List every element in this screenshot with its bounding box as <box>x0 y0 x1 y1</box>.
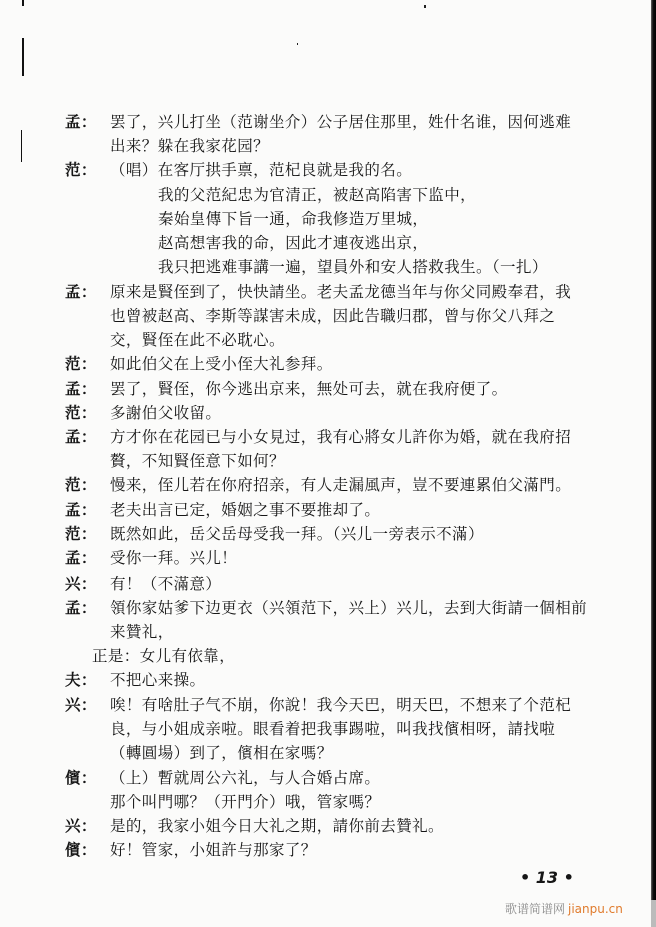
dialogue-text: （轉圓場）到了，儐相在家嗎？ <box>110 744 333 762</box>
speaker-label: 孟： <box>65 598 97 617</box>
speaker-label: 兴： <box>65 695 97 714</box>
dialogue-text: 受你一拜。兴儿！ <box>110 549 238 567</box>
dialogue-text: 罢了，賢侄，你今逃出京来，無处可去，就在我府便了。 <box>110 380 508 398</box>
dialogue-text: 是的，我家小姐今日大礼之期，請你前去贊礼。 <box>110 817 444 835</box>
dialogue-text: 来贊礼， <box>110 623 174 641</box>
dialogue-text: 慢来，侄儿若在你府招亲，有人走漏風声，豈不要連累伯父滿門。 <box>110 476 572 494</box>
dialogue-text: 原来是賢侄到了，快快請坐。老夫孟龙德当年与你父同殿奉君，我 <box>110 283 572 301</box>
scan-speck <box>424 5 426 8</box>
margin-mark-upper <box>22 38 24 76</box>
dialogue-text: 有！（不滿意） <box>110 575 222 593</box>
dialogue-text: 交，賢侄在此不必耽心。 <box>110 331 285 349</box>
speaker-label: 孟： <box>65 427 97 446</box>
speaker-label: 孟： <box>65 379 97 398</box>
speaker-label: 范： <box>65 475 97 494</box>
speaker-label: 孟： <box>65 500 97 519</box>
dialogue-text: 良，与小姐成亲啦。眼看着把我事踢啦，叫我找儐相呀，請找啦 <box>110 720 556 738</box>
speaker-label: 孟： <box>65 112 97 131</box>
dialogue-text: 方才你在花园已与小女見过，我有心將女儿許你为婚，就在我府招 <box>110 428 572 446</box>
dialogue-text: 出来？躲在我家花园？ <box>110 137 270 155</box>
watermark <box>505 900 623 917</box>
dialogue-text: 如此伯父在上受小侄大礼参拜。 <box>110 355 333 373</box>
dialogue-text: （上）暫就周公六礼，与人合婚占席。 <box>110 769 381 787</box>
watermark-site-name: 歌谱简谱网 <box>505 902 566 916</box>
verse-text: 我只把逃难事講一遍，望員外和安人搭救我生。（一扎） <box>158 258 548 276</box>
dialogue-text: 領你家姑爹下边更衣（兴領范下，兴上）兴儿，去到大街請一個相前 <box>110 599 588 617</box>
dialogue-text: 也曾被赵高、李斯等謀害未成，因此告職归郡，曾与你父八拜之 <box>110 307 556 325</box>
speaker-label: 兴： <box>65 816 97 835</box>
dialogue-text: 罢了，兴儿打坐（范谢坐介）公子居住那里，姓什名谁，因何逃难 <box>110 113 572 131</box>
dialogue-text: 老夫出言已定，婚姻之事不要推却了。 <box>110 501 381 519</box>
verse-text: 赵高想害我的命，因此才連夜逃出京， <box>158 234 429 252</box>
dialogue-text: 贅，不知賢侄意下如何？ <box>110 452 285 470</box>
scan-speck <box>297 43 298 45</box>
dialogue-text: （唱）在客厅拱手禀，范杞良就是我的名。 <box>110 161 413 179</box>
dialogue-text: 不把心来操。 <box>110 671 206 689</box>
speaker-label: 范： <box>65 403 97 422</box>
verse-text: 我的父范紀忠为官清正，被赵高陷害下监中， <box>158 186 477 204</box>
dialogue-text: 好！管家，小姐許与那家了？ <box>110 841 317 859</box>
speaker-label: 兴： <box>65 574 97 593</box>
speaker-label: 范： <box>65 160 97 179</box>
margin-mark-lower <box>21 130 22 162</box>
speaker-label: 儐： <box>65 768 97 787</box>
page-binding-edge-lower <box>651 900 656 927</box>
dialogue-text: 那个叫門哪？（开門介）哦，管家嗎？ <box>110 793 381 811</box>
dialogue-text: 唉！有啥肚子气不崩，你說！我今天巴，明天巴，不想来了个范杞 <box>110 696 572 714</box>
page-number: • 13 • <box>520 868 574 887</box>
speaker-label: 孟： <box>65 548 97 567</box>
dialogue-text: 正是：女儿有依靠， <box>92 647 236 665</box>
speaker-label: 范： <box>65 354 97 373</box>
page-binding-edge <box>651 0 656 900</box>
watermark-domain: jianpu.cn <box>568 902 623 916</box>
speaker-label: 夫： <box>65 670 97 689</box>
dialogue-text: 既然如此，岳父岳母受我一拜。（兴儿一旁表示不滿） <box>110 525 484 543</box>
speaker-label: 儐： <box>65 840 97 859</box>
speaker-label: 孟： <box>65 282 97 301</box>
dialogue-text: 多謝伯父收留。 <box>110 404 222 422</box>
speaker-label: 范： <box>65 524 97 543</box>
verse-text: 秦始皇傳下旨一通，命我修造万里城， <box>158 210 429 228</box>
margin-mark-top <box>22 0 24 6</box>
